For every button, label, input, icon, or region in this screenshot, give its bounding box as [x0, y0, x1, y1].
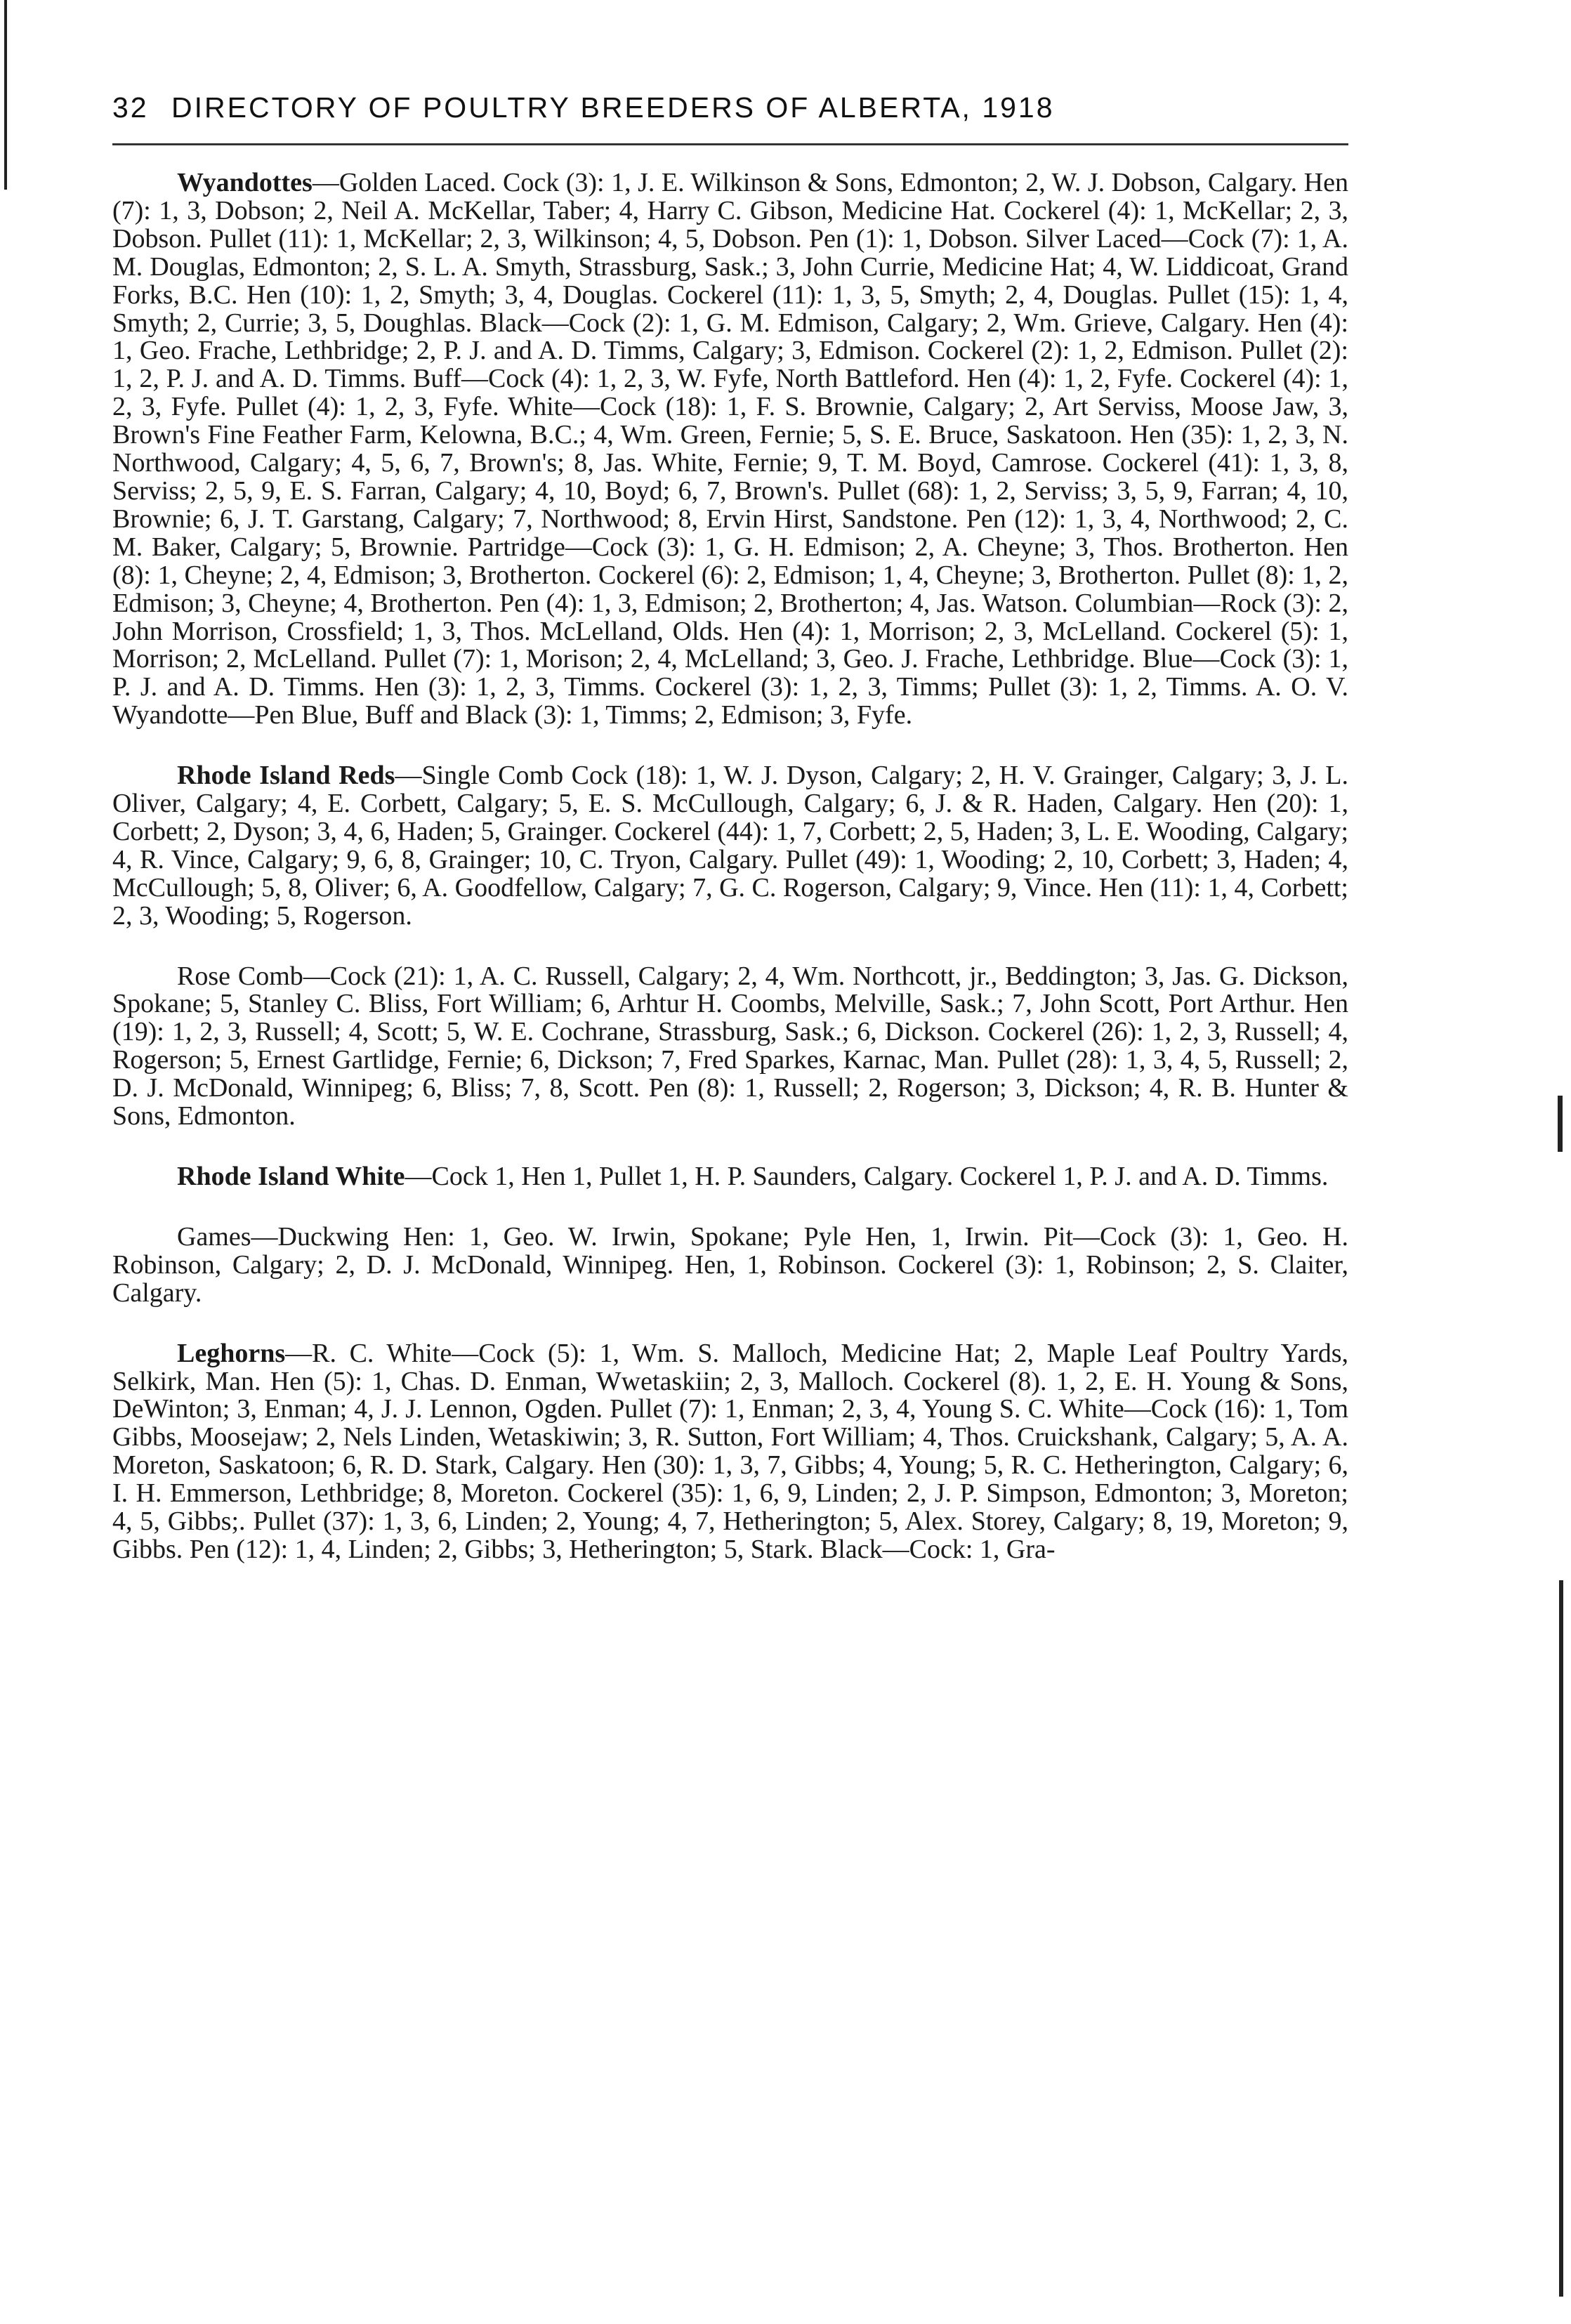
breed-heading: Wyandottes — [177, 168, 313, 197]
header-rule — [112, 143, 1348, 145]
page-title: DIRECTORY OF POULTRY BREEDERS OF ALBERTA, 1918 — [171, 91, 1055, 124]
scan-artifact — [1558, 1096, 1563, 1152]
scan-artifact — [1559, 1580, 1563, 2297]
paragraph-leghorns — [112, 1340, 1348, 1564]
paragraph-text: —Single Comb Cock (18): 1, W. J. Dyson, Calgary; 2, H. V. Grainger, Calgary; 3, J. L. Oliver, Calgary; 4, E. Corbett, Calgary; 5, E. S. McCullough, Calgary; 6, J. & R. Haden, Calgary. Hen (20): 1, Corbett; 2, Dyson; 3, 4, 6, Haden; 5, Grainger. Cockerel (44): 1, 7, Corbett; 2, 5, Haden; 3, L. E. Wooding, Calgary; 4, R. Vince, Calgary; 9, 6, 8, Grainger; 10, C. Tryon, Calgary. Pullet (49): 1, Wooding; 2, 10, Corbett; 3, Haden; 4, McCullough; 5, 8, Oliver; 6, A. Goodfellow, Calgary; 7, G. C. Rogerson, Calgary; 9, Vince. Hen (11): 1, 4, Corbett; 2, 3, Wooding; 5, Rogerson. — [112, 761, 1348, 931]
running-header — [112, 91, 1348, 138]
page-number: 32 — [112, 91, 149, 124]
paragraph-rhode-island-white — [112, 1163, 1348, 1191]
paragraph-text: Games—Duckwing Hen: 1, Geo. W. Irwin, Spokane; Pyle Hen, 1, Irwin. Pit—Cock (3): 1, Geo. H. Robinson, Calgary; 2, D. J. McDonald, Winnipeg. Hen, 1, Robinson. Cockerel (3): 1, Robinson; 2, S. Claiter, Calgary. — [112, 1221, 1348, 1308]
paragraph-games — [112, 1223, 1348, 1308]
paragraph-wyandottes — [112, 169, 1348, 730]
paragraph-rose-comb — [112, 963, 1348, 1131]
paragraph-text: —R. C. White—Cock (5): 1, Wm. S. Malloch, Medicine Hat; 2, Maple Leaf Poultry Yards, Selkirk, Man. Hen (5): 1, Chas. D. Enman, Wwetaskiin; 2, 3, Malloch. Cockerel (8). 1, 2, E. H. Young & Sons, DeWinton; 3, Enman; 4, J. J. Lennon, Ogden. Pullet (7): 1, Enman; 2, 3, 4, Young S. C. White—Cock (16): 1, Tom Gibbs, Moosejaw; 2, Nels Linden, Wetaskiwin; 3, R. Sutton, Fort William; 4, Thos. Cruickshank, Calgary; 5, A. A. Moreton, Saskatoon; 6, R. D. Stark, Calgary. Hen (30): 1, 3, 7, Gibbs; 4, Young; 5, R. C. Hetherington, Calgary; 6, I. H. Emmerson, Lethbridge; 8, Moreton. Cockerel (35): 1, 6, 9, Linden; 2, J. P. Simpson, Edmonton; 3, Moreton; 4, 5, Gibbs;. Pullet (37): 1, 3, 6, Linden; 2, Young; 4, 7, Hetherington; 5, Alex. Storey, Calgary; 8, 19, Moreton; 9, Gibbs. Pen (12): 1, 4, Linden; 2, Gibbs; 3, Hetherington; 5, Stark. Black—Cock: 1, Gra- — [112, 1338, 1348, 1564]
breed-heading: Rhode Island Reds — [177, 761, 395, 791]
breeder-listings — [112, 169, 1348, 1564]
paragraph-text: Rose Comb—Cock (21): 1, A. C. Russell, Calgary; 2, 4, Wm. Northcott, jr., Beddington; 3, Jas. G. Dickson, Spokane; 5, Stanley C. Bliss, Fort William; 6, Arhtur H. Coombs, Melville, Sask.; 7, John Scott, Port Arthur. Hen (19): 1, 2, 3, Russell; 4, Scott; 5, W. E. Cochrane, Strassburg, Sask.; 6, Dickson. Cockerel (26): 1, 2, 3, Russell; 4, Rogerson; 5, Ernest Gartlidge, Fernie; 6, Dickson; 7, Fred Sparkes, Karnac, Man. Pullet (28): 1, 3, 4, 5, Russell; 2, D. J. McDonald, Winnipeg; 6, Bliss; 7, 8, Scott. Pen (8): 1, Russell; 2, Rogerson; 3, Dickson; 4, R. B. Hunter & Sons, Edmonton. — [112, 961, 1348, 1131]
paragraph-rhode-island-reds — [112, 762, 1348, 930]
breed-heading: Leghorns — [177, 1338, 286, 1368]
directory-page — [112, 91, 1348, 1596]
scan-edge-rule — [4, 0, 7, 190]
paragraph-text: —Golden Laced. Cock (3): 1, J. E. Wilkinson & Sons, Edmonton; 2, W. J. Dobson, Calgary. Hen (7): 1, 3, Dobson; 2, Neil A. McKellar, Taber; 4, Harry C. Gibson, Medicine Hat. Cockerel (4): 1, McKellar; 2, 3, Dobson. Pullet (11): 1, McKellar; 2, 3, Wilkinson; 4, 5, Dobson. Pen (1): 1, Dobson. Silver Laced—Cock (7): 1, A. M. Douglas, Edmonton; 2, S. L. A. Smyth, Strassburg, Sask.; 3, John Currie, Medicine Hat; 4, W. Liddicoat, Grand Forks, B.C. Hen (10): 1, 2, Smyth; 3, 4, Douglas. Cockerel (11): 1, 3, 5, Smyth; 2, 4, Douglas. Pullet (15): 1, 4, Smyth; 2, Currie; 3, 5, Doughlas. Black—Cock (2): 1, G. M. Edmison, Calgary; 2, Wm. Grieve, Calgary. Hen (4): 1, Geo. Frache, Lethbridge; 2, P. J. and A. D. Timms, Calgary; 3, Edmison. Cockerel (2): 1, 2, Edmison. Pullet (2): 1, 2, P. J. and A. D. Timms. Buff—Cock (4): 1, 2, 3, W. Fyfe, North Battleford. Hen (4): 1, 2, Fyfe. Cockerel (4): 1, 2, 3, Fyfe. Pullet (4): 1, 2, 3, Fyfe. White—Cock (18): 1, F. S. Brownie, Calgary; 2, Art Serviss, Moose Jaw, 3, Brown's Fine Feather Farm, Kelowna, B.C.; 4, Wm. Green, Fernie; 5, S. E. Bruce, Saskatoon. Hen (35): 1, 2, 3, N. Northwood, Calgary; 4, 5, 6, 7, Brown's; 8, Jas. White, Fernie; 9, T. M. Boyd, Camrose. Cockerel (41): 1, 3, 8, Serviss; 2, 5, 9, E. S. Farran, Calgary; 4, 10, Boyd; 6, 7, Brown's. Pullet (68): 1, 2, Serviss; 3, 5, 9, Farran; 4, 10, Brownie; 6, J. T. Garstang, Calgary; 7, Northwood; 8, Ervin Hirst, Sandstone. Pen (12): 1, 3, 4, Northwood; 2, C. M. Baker, Calgary; 5, Brownie. Partridge—Cock (3): 1, G. H. Edmison; 2, A. Cheyne; 3, Thos. Brotherton. Hen (8): 1, Cheyne; 2, 4, Edmison; 3, Brotherton. Cockerel (6): 2, Edmison; 1, 4, Cheyne; 3, Brotherton. Pullet (8): 1, 2, Edmison; 3, Cheyne; 4, Brotherton. Pen (4): 1, 3, Edmison; 2, Brotherton; 4, Jas. Watson. Columbian—Rock (3): 2, John Morrison, Crossfield; 1, 3, Thos. McLelland, Olds. Hen (4): 1, Morrison; 2, 3, McLelland. Cockerel (5): 1, Morrison; 2, McLelland. Pullet (7): 1, Morison; 2, 4, McLelland; 3, Geo. J. Frache, Lethbridge. Blue—Cock (3): 1, P. J. and A. D. Timms. Hen (3): 1, 2, 3, Timms. Cockerel (3): 1, 2, 3, Timms; Pullet (3): 1, 2, Timms. A. O. V. Wyandotte—Pen Blue, Buff and Black (3): 1, Timms; 2, Edmison; 3, Fyfe. — [112, 168, 1348, 730]
breed-heading: Rhode Island White — [177, 1162, 405, 1191]
paragraph-text: —Cock 1, Hen 1, Pullet 1, H. P. Saunders, Calgary. Cockerel 1, P. J. and A. D. Timms. — [405, 1162, 1329, 1191]
